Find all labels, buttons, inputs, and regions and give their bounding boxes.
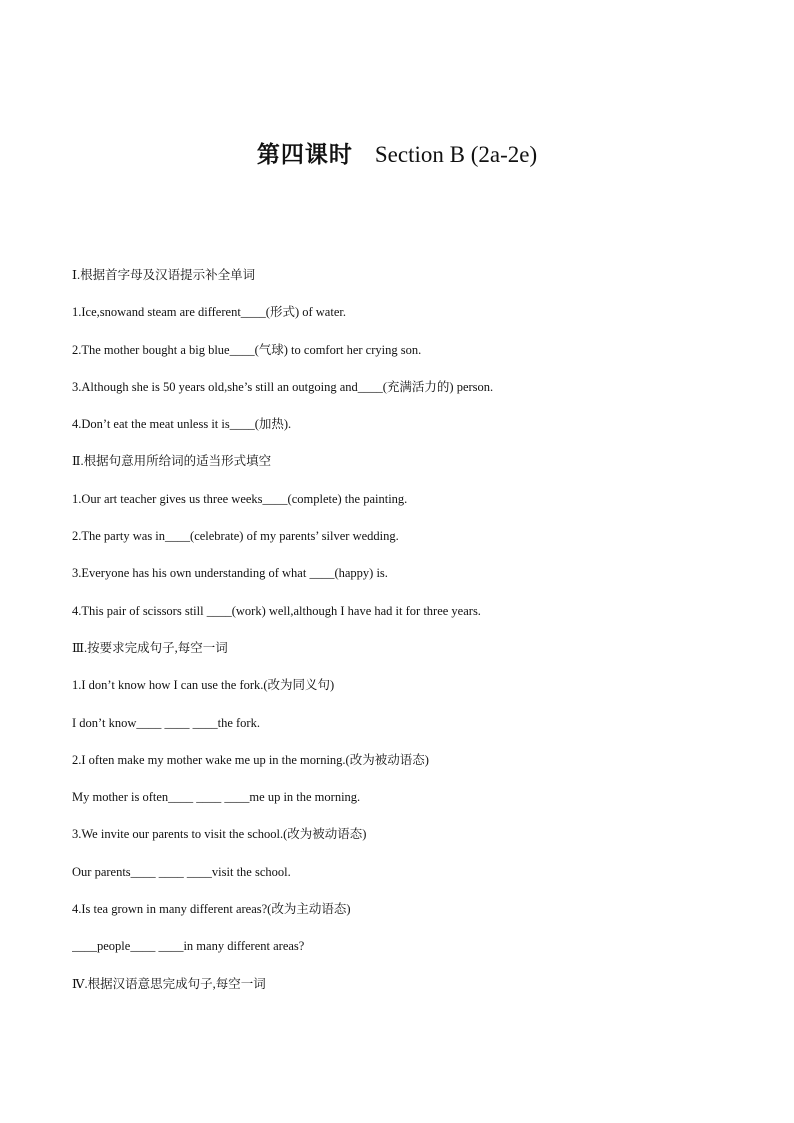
exercise-line: ____people____ ____in many different areas?: [72, 939, 305, 954]
exercise-line: 1.I don’t know how I can use the fork.(改为同义句): [72, 678, 335, 693]
exercise-line: 4.Is tea grown in many different areas?(改为主动语态): [72, 902, 351, 917]
section-heading-4: Ⅳ.根据汉语意思完成句子,每空一词: [72, 976, 266, 991]
exercise-line: I don’t know____ ____ ____the fork.: [72, 715, 260, 730]
section-heading-2: Ⅱ.根据句意用所给词的适当形式填空: [72, 454, 272, 469]
exercise-line: My mother is often____ ____ ____me up in the morning.: [72, 790, 361, 805]
exercise-line: 2.I often make my mother wake me up in the morning.(改为被动语态): [72, 752, 429, 767]
exercise-line: 1.Ice,snowand steam are different____(形式) of water.: [72, 305, 346, 320]
exercise-line: 4.Don’t eat the meat unless it is____(加热).: [72, 417, 292, 432]
exercise-line: 4.This pair of scissors still ____(work) well,although I have had it for three years.: [72, 603, 481, 618]
section-heading-1: Ⅰ.根据首字母及汉语提示补全单词: [72, 268, 256, 282]
page-title-english: Section B (2a-2e): [374, 142, 538, 167]
exercise-line: 3.Although she is 50 years old,she’s still an outgoing and____(充满活力的) person.: [72, 379, 494, 394]
section-heading-3: Ⅲ.按要求完成句子,每空一词: [72, 640, 228, 655]
exercise-line: Our parents____ ____ ____visit the school.: [72, 864, 291, 879]
exercise-line: 3.We invite our parents to visit the school.(改为被动语态): [72, 827, 367, 842]
exercise-line: 3.Everyone has his own understanding of what ____(happy) is.: [72, 566, 388, 581]
exercise-content: [72, 264, 732, 1010]
exercise-line: 1.Our art teacher gives us three weeks____(complete) the painting.: [72, 491, 408, 506]
page-title: [0, 140, 794, 170]
exercise-line: 2.The mother bought a big blue____(气球) to comfort her crying son.: [72, 342, 422, 357]
exercise-line: 2.The party was in____(celebrate) of my parents’ silver wedding.: [72, 529, 399, 544]
page-title-chinese: 第四课时: [256, 142, 353, 168]
